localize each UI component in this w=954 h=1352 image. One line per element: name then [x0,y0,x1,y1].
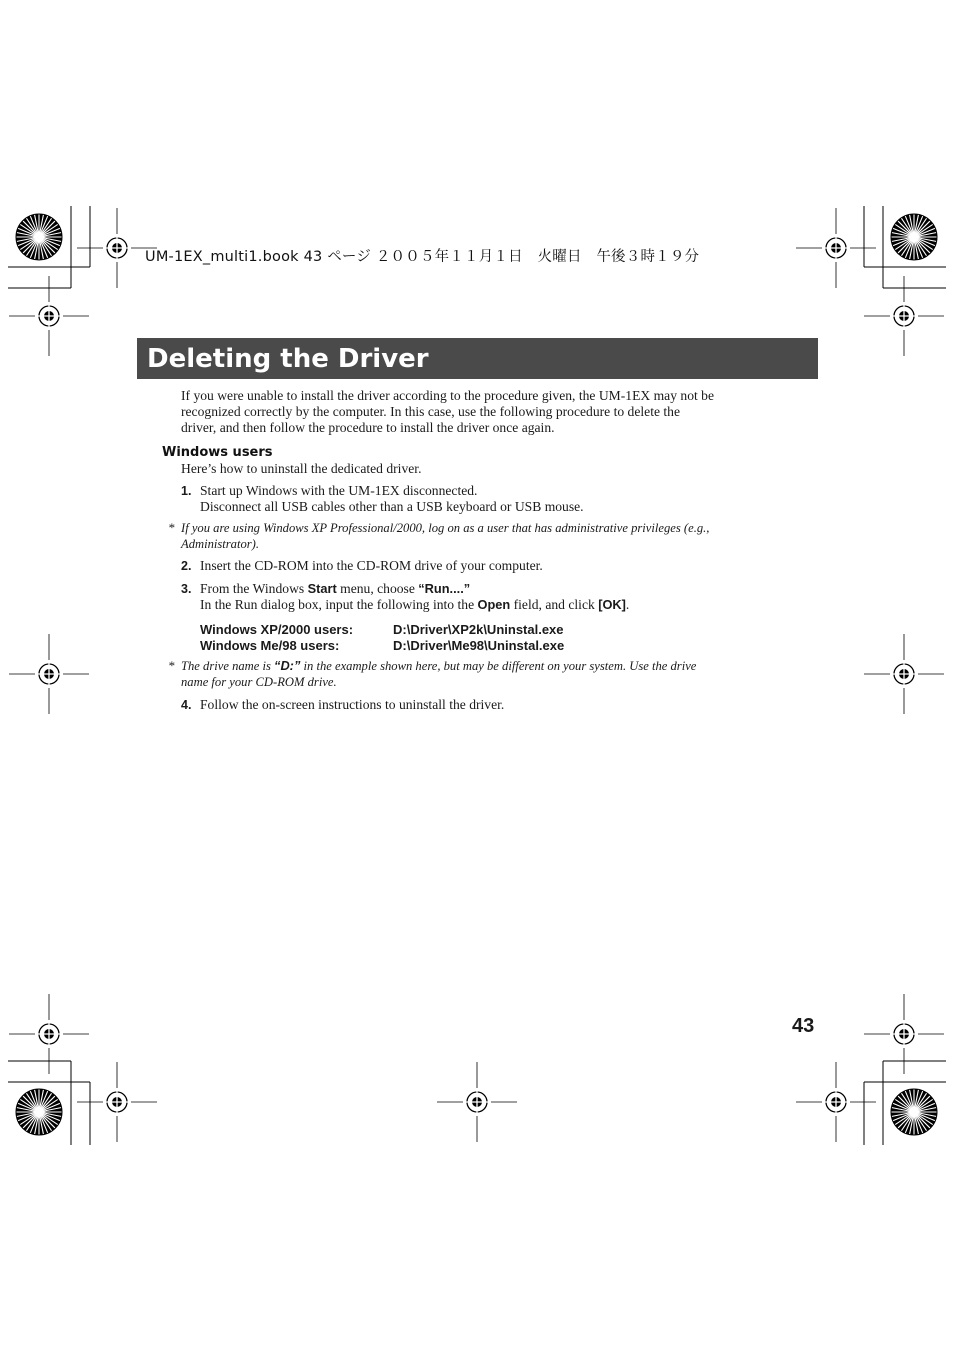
note-asterisk-1: * [168,520,175,535]
note-1-text: If you are using Windows XP Professional/2000, log on as a user that has administrative privileges (e.g., Administrator). [181,521,710,551]
step-number-1: 1. [181,484,192,498]
step-1-text: Start up Windows with the UM-1EX disconnected. Disconnect all USB cables other than a USB keyboard or USB mouse. [200,483,584,514]
star-target-bottom-right [891,1089,937,1135]
step-2-text: Insert the CD-ROM into the CD-ROM drive of your computer. [200,558,543,573]
page-number: 43 [792,1015,815,1037]
star-target-bottom-left [16,1089,62,1135]
print-header-info: UM-1EX_multi1.book 43 ページ ２００５年１１月１日 火曜日 午後３時１９分 [145,249,700,265]
star-target-top-left [16,214,62,260]
note-2-text: The drive name is “D:” in the example shown here, but may be different on your system. Use the drive name for your CD-ROM drive. [181,658,697,689]
windows-users-heading: Windows users [162,445,273,460]
section-title: Deleting the Driver [147,344,429,374]
ok-button-label: [OK] [598,597,626,612]
step-3-text: From the Windows Start menu, choose “Run....” In the Run dialog box, input the following into the Open field, and click [OK]. [200,581,630,612]
path-value-xp: D:\Driver\XP2k\Uninstal.exe [393,622,564,637]
path-value-me: D:\Driver\Me98\Uninstal.exe [393,638,565,653]
step-number-2: 2. [181,559,192,573]
open-field-label: Open [477,597,511,612]
step-4-text: Follow the on-screen instructions to uninstall the driver. [200,697,505,712]
step-number-4: 4. [181,698,192,712]
path-label-me: Windows Me/98 users: [200,638,340,653]
start-menu-label: Start [307,581,337,596]
drive-name-label: “D:” [274,658,301,673]
path-label-xp: Windows XP/2000 users: [200,622,354,637]
intro-paragraph: If you were unable to install the driver according to the procedure given, the UM-1EX may not be recognized correctly by the computer. In this case, use the following procedure to delete the driver, and then follow the procedure to install the driver once again. [181,388,715,435]
section-title-bar [137,338,818,379]
star-target-top-right [891,214,937,260]
note-asterisk-2: * [168,658,175,673]
step-number-3: 3. [181,582,192,596]
run-menu-label: “Run....” [418,581,471,596]
lead-text: Here’s how to uninstall the dedicated driver. [181,461,422,476]
